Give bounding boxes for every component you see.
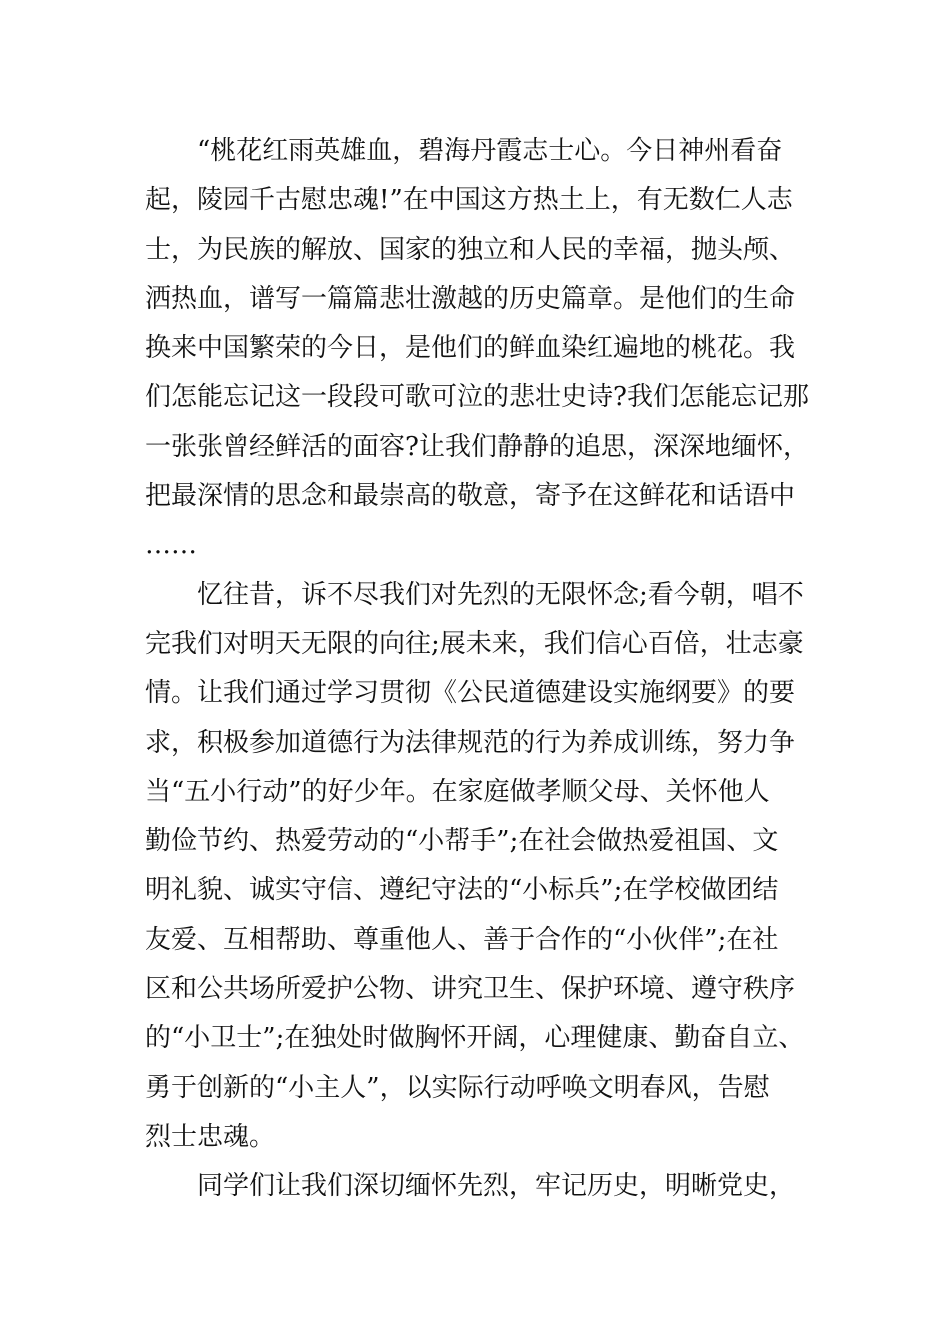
text-line: …… bbox=[145, 530, 197, 561]
paragraph-2 bbox=[145, 571, 810, 1163]
text-line: 忆往昔，诉不尽我们对先烈的无限怀念;看今朝，唱不 bbox=[197, 579, 804, 610]
text-line: 们怎能忘记这一段段可歌可泣的悲壮史诗?我们怎能忘记那 bbox=[145, 382, 809, 413]
text-line: “桃花红雨英雄血，碧海丹霞志士心。今日神州看奋 bbox=[197, 136, 783, 166]
paragraph-1 bbox=[145, 127, 810, 571]
text-line: 勇于创新的“小主人”，以实际行动呼唤文明春风，告慰 bbox=[145, 1072, 770, 1103]
text-line: 情。让我们通过学习贯彻《公民道德建设实施纲要》的要 bbox=[145, 678, 796, 709]
text-line: 起，陵园千古慰忠魂!”在中国这方热土上，有无数仁人志 bbox=[145, 185, 793, 216]
text-line: 换来中国繁荣的今日，是他们的鲜血染红遍地的桃花。我 bbox=[145, 333, 796, 364]
text-line: 洒热血，谱写一篇篇悲壮激越的历史篇章。是他们的生命 bbox=[145, 283, 796, 314]
text-line: 士，为民族的解放、国家的独立和人民的幸福，抛头颅、 bbox=[145, 234, 796, 265]
text-line: 区和公共场所爱护公物、讲究卫生、保护环境、遵守秩序 bbox=[145, 974, 796, 1005]
text-line: 友爱、互相帮助、尊重他人、善于合作的“小伙伴”;在社 bbox=[145, 924, 779, 955]
text-line: 烈士忠魂。 bbox=[145, 1121, 276, 1152]
text-line: 同学们让我们深切缅怀先烈，牢记历史，明晰党史， bbox=[197, 1171, 796, 1202]
text-line: 完我们对明天无限的向往;展未来，我们信心百倍，壮志豪 bbox=[145, 628, 804, 659]
text-line: 明礼貌、诚实守信、遵纪守法的“小标兵”;在学校做团结 bbox=[145, 875, 779, 906]
document-body bbox=[145, 127, 810, 1212]
text-line: 把最深情的思念和最崇高的敬意，寄予在这鲜花和话语中 bbox=[145, 481, 796, 512]
text-line: 求，积极参加道德行为法律规范的行为养成训练，努力争 bbox=[145, 727, 796, 758]
text-line: 的“小卫士”;在独处时做胸怀开阔，心理健康、勤奋自立、 bbox=[145, 1023, 805, 1054]
paragraph-3 bbox=[145, 1162, 810, 1211]
text-line: 勤俭节约、热爱劳动的“小帮手”;在社会做热爱祖国、文 bbox=[145, 826, 779, 857]
text-line: 一张张曾经鲜活的面容?让我们静静的追思，深深地缅怀， bbox=[145, 431, 809, 462]
text-line: 当“五小行动”的好少年。在家庭做孝顺父母、关怀他人 bbox=[145, 776, 770, 807]
